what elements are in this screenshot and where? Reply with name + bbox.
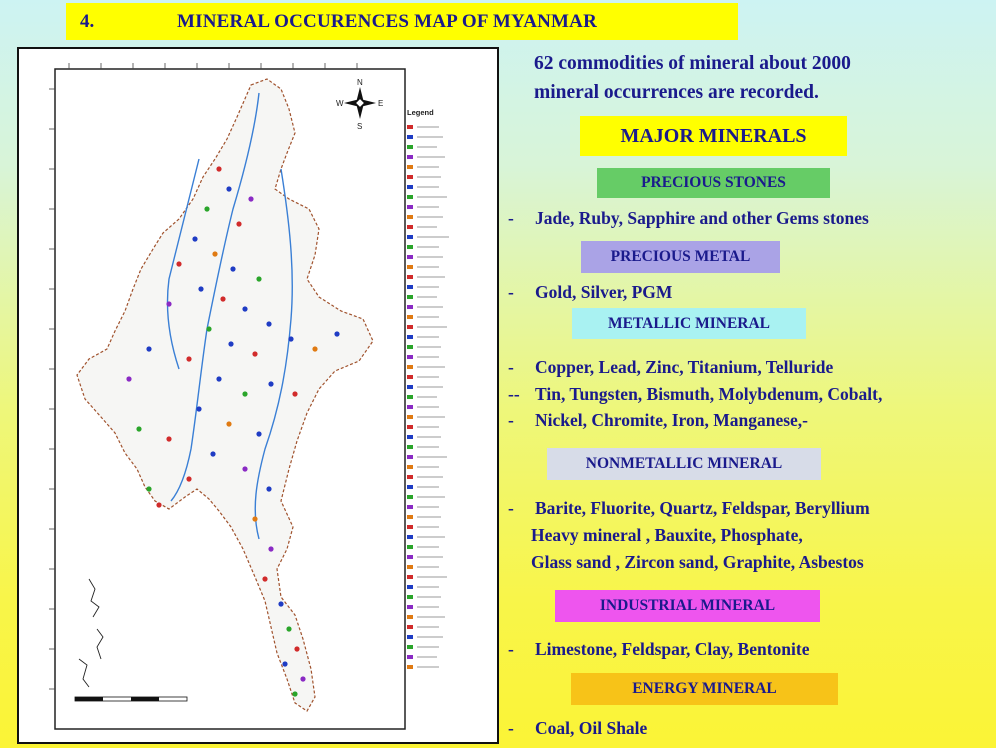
nonmetallic-items-2: Heavy mineral , Bauxite, Phosphate, [531,525,803,545]
compass-n: N [357,78,363,87]
metallic-items-2: Tin, Tungsten, Bismuth, Molybdenum, Cobalt, [535,384,883,404]
slide-number: 4. [80,10,95,32]
nonmetallic-items-1: Barite, Fluorite, Quartz, Feldspar, Beryllium [535,498,870,518]
metallic-mineral-header: METALLIC MINERAL [572,308,806,339]
bullet-dash: - [508,718,514,738]
precious-stones-header: PRECIOUS STONES [597,168,830,198]
metallic-items-3: Nickel, Chromite, Iron, Manganese,- [535,410,809,430]
slide-title-bar [66,3,738,40]
precious-metal-header: PRECIOUS METAL [581,241,780,273]
bullet-double-dash: -- [508,384,520,404]
nonmetallic-line-1 [508,498,870,519]
map-top-ticks [69,63,357,69]
compass-w: W [336,99,344,108]
map-left-ticks [49,89,55,689]
metallic-line-1 [508,357,833,378]
energy-line [508,718,647,739]
bullet-dash: - [508,410,514,430]
map-legend [407,125,449,669]
country-outline [77,79,373,711]
precious-stones-items: Jade, Ruby, Sapphire and other Gems stones [535,208,869,228]
nonmetallic-items-3: Glass sand , Zircon sand, Graphite, Asbestos [531,552,864,572]
metallic-items-1: Copper, Lead, Zinc, Titanium, Telluride [535,357,834,377]
precious-stones-line [508,208,869,229]
map-graphic [19,49,497,742]
legend-title: Legend [407,108,434,117]
precious-metal-line [508,282,672,303]
intro-line-1: 62 commodities of mineral about 2000 [534,53,851,74]
intro-text [534,49,974,107]
energy-mineral-header: ENERGY MINERAL [571,673,838,705]
compass-e: E [378,99,384,108]
bullet-dash: - [508,282,514,302]
compass-s: S [357,122,363,131]
bullet-dash: - [508,357,514,377]
industrial-line [508,639,810,660]
mineral-map [17,47,499,744]
precious-metal-items: Gold, Silver, PGM [535,282,673,302]
bullet-dash: - [508,639,514,659]
industrial-items: Limestone, Feldspar, Clay, Bentonite [535,639,810,659]
industrial-mineral-header: INDUSTRIAL MINERAL [555,590,820,622]
compass-icon [336,78,383,131]
major-minerals-header: MAJOR MINERALS [580,116,847,156]
energy-items: Coal, Oil Shale [535,718,648,738]
bullet-dash: - [508,208,514,228]
intro-line-2: mineral occurrences are recorded. [534,82,819,103]
scale-bar [75,697,187,701]
coastal-islands [79,579,103,687]
slide-title: MINERAL OCCURENCES MAP OF MYANMAR [177,10,598,32]
nonmetallic-mineral-header: NONMETALLIC MINERAL [547,448,821,480]
metallic-line-2 [508,384,882,405]
metallic-line-3 [508,410,808,431]
bullet-dash: - [508,498,514,518]
